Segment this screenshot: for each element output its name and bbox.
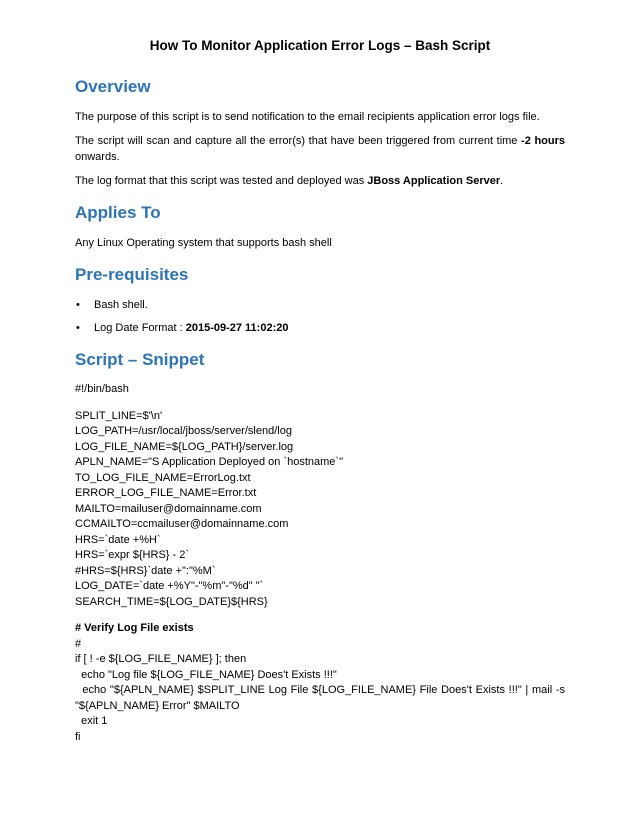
applies-to-section [75, 203, 565, 251]
overview-section [75, 77, 565, 189]
prerequisites-heading: Pre-requisites [75, 265, 189, 284]
code-fi-line: fi [75, 730, 81, 743]
document-title: How To Monitor Application Error Logs – Bash Script [149, 38, 491, 53]
code-comment-heading: # Verify Log File exists [75, 622, 194, 634]
document-page [75, 38, 569, 745]
bullet-icon: • [76, 299, 80, 311]
code-line: LOG_DATE=`date +%Y"-"%m"-"%d" "` [75, 580, 264, 592]
scan-text: The script will scan and capture all the error(s) that have been triggered from current time [75, 135, 522, 147]
format-text-end: . [500, 175, 504, 187]
code-variables-block [75, 409, 565, 611]
list-item [76, 320, 565, 336]
list-item-text: Bash shell. [94, 299, 148, 311]
code-shebang: #!/bin/bash [75, 383, 129, 395]
code-line: APLN_NAME="S Application Deployed on `hostname`" [75, 456, 343, 468]
code-line: SEARCH_TIME=${LOG_DATE}${HRS} [75, 595, 268, 608]
applies-to-heading: Applies To [75, 203, 161, 222]
code-line: LOG_FILE_NAME=${LOG_PATH}/server.log [75, 440, 294, 453]
code-line: SPLIT_LINE=$'\n' [75, 409, 163, 422]
applies-to-text: Any Linux Operating system that supports bash shell [75, 237, 332, 249]
prerequisites-section [75, 265, 565, 336]
code-line: ERROR_LOG_FILE_NAME=Error.txt [75, 487, 257, 499]
script-code-block [75, 382, 569, 745]
overview-paragraph-format [75, 173, 565, 189]
code-echo-mail-line: echo "${APLN_NAME} $SPLIT_LINE Log File ${LOG_FILE_NAME} File Does't Exists !!!" | mail -s "${APLN_NAME} Error" $MAILTO [75, 684, 569, 712]
code-line: HRS=`date +%H` [75, 533, 161, 546]
code-line: TO_LOG_FILE_NAME=ErrorLog.txt [75, 471, 251, 484]
prerequisites-list [75, 297, 565, 336]
blank-line [75, 398, 565, 409]
script-section [75, 350, 569, 745]
format-server-bold: JBoss Application Server [367, 175, 501, 187]
code-if-line: if [ ! -e ${LOG_FILE_NAME} ]; then [75, 653, 247, 665]
overview-paragraph-scan [75, 133, 565, 165]
blank-line [75, 610, 565, 621]
code-line: HRS=`expr ${HRS} - 2` [75, 549, 190, 561]
code-line: MAILTO=mailuser@domainname.com [75, 502, 262, 515]
code-line: LOG_PATH=/usr/local/jboss/server/slend/log [75, 425, 292, 437]
code-echo-line: echo "Log file ${LOG_FILE_NAME} Does't Exists !!!" [75, 668, 337, 681]
script-heading: Script – Snippet [75, 350, 205, 369]
code-line: #HRS=${HRS}`date +":"%M` [75, 564, 216, 577]
format-text: The log format that this script was tested and deployed was [75, 175, 368, 187]
list-item [76, 297, 565, 313]
list-item-label: Log Date Format : [94, 322, 186, 334]
bullet-icon: • [76, 322, 80, 334]
overview-paragraph-purpose: The purpose of this script is to send notification to the email recipients application error logs file. [75, 111, 540, 123]
scan-text-end: onwards. [75, 151, 120, 163]
code-exit-line: exit 1 [75, 715, 108, 727]
code-line: CCMAILTO=ccmailuser@domainname.com [75, 518, 289, 530]
scan-hours-bold: -2 hours [521, 135, 565, 147]
log-date-format-value: 2015-09-27 11:02:20 [185, 322, 289, 334]
code-hash-line: # [75, 637, 82, 650]
overview-heading: Overview [75, 77, 151, 96]
